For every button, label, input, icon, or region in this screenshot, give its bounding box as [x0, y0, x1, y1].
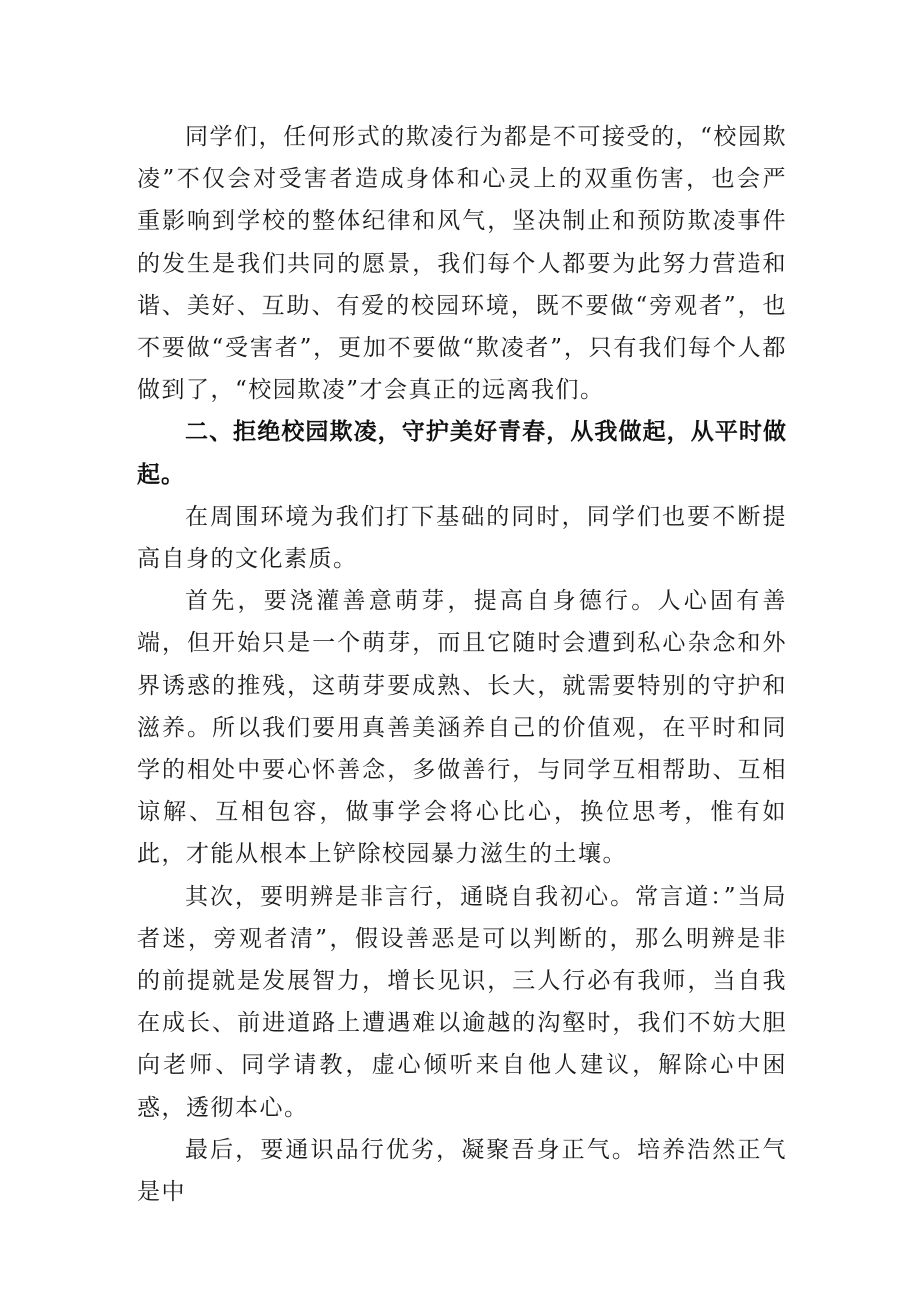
paragraph-second-point: 其次，要明辨是非言行，通晓自我初心。常言道：”当局者迷，旁观者清”，假设善恶是可以判断的，那么明辨是非的前提就是发展智力，增长见识，三人行必有我师，当自我在成长、前进道路上遭遇难以逾越的沟壑时，我们不妨大胆向老师、同学请教，虚心倾听来自他人建议，解除心中困惑，透彻本心。 — [137, 883, 787, 1121]
document-body — [137, 116, 787, 1213]
paragraph-anti-bullying-appeal: 同学们，任何形式的欺凌行为都是不可接受的，“校园欺凌”不仅会对受害者造成身体和心灵上的双重伤害，也会严重影响到学校的整体纪律和风气，坚决制止和预防欺凌事件的发生是我们共同的愿景，我们每个人都要为此努力营造和谐、美好、互助、有爱的校园环境，既不要做“旁观者”，也不要做“受害者”，更加不要做“欺凌者”，只有我们每个人都做到了，“校园欺凌”才会真正的远离我们。 — [137, 124, 787, 404]
paragraph-first-point: 首先，要浇灌善意萌芽，提高自身德行。人心固有善端，但开始只是一个萌芽，而且它随时会遭到私心杂念和外界诱惑的推残，这萌芽要成熟、长大，就需要特别的守护和滋养。所以我们要用真善美涵养自己的价值观，在平时和同学的相处中要心怀善念，多做善行，与同学互相帮助、互相谅解、互相包容，做事学会将心比心，换位思考，惟有如此，才能从根本上铲除校园暴力滋生的土壤。 — [137, 588, 787, 868]
paragraph-improve-quality: 在周围环境为我们打下基础的同时，同学们也要不断提高自身的文化素质。 — [137, 503, 787, 573]
section-heading-2: 二、拒绝校园欺凌，守护美好青春，从我做起，从平时做起。 — [137, 419, 787, 488]
paragraph-last-point: 最后，要通识品行优劣，凝聚吾身正气。培养浩然正气是中 — [137, 1136, 787, 1206]
